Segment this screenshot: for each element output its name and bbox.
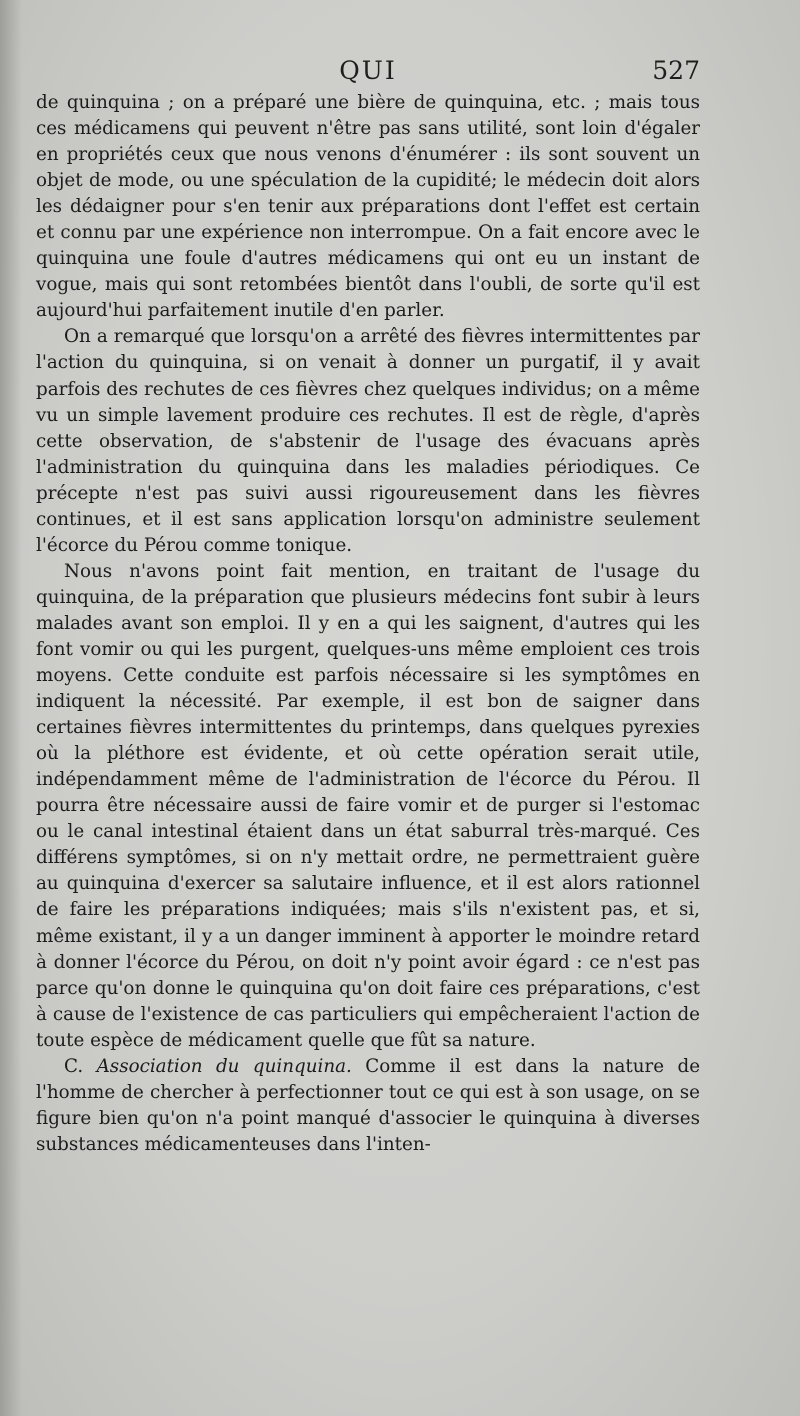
paragraph-1: de quinquina ; on a préparé une bière de quinquina, etc. ; mais tous ces médicamens qui peuvent n'être pas sans utilité, sont loin d'égaler en propriétés ceux que nous venons d'énumérer : ils sont souvent un objet de mode, ou une spéculation de la cupidité; le médecin doit alors les dédaigner pour s'en tenir aux préparations dont l'effet est certain et connu par une expérience non interrompue. On a fait encore avec le quinquina une foule d'autres médicamens qui ont eu un instant de vogue, mais qui sont retombées bientôt dans l'oubli, de sorte qu'il est aujourd'hui parfaitement inutile d'en parler.: [36, 92, 700, 322]
page-number: 527: [652, 56, 700, 85]
running-head-title: QUI: [339, 56, 397, 85]
section-heading: Association du quinquina.: [96, 1055, 352, 1077]
section-paragraph: [36, 1054, 700, 1158]
paragraph-2: On a remarqué que lorsqu'on a arrêté des fièvres intermittentes par l'action du quinquina, si on venait à donner un purgatif, il y avait parfois des rechutes de ces fièvres chez quelques individus; on a même vu un simple lavement produire ces rechutes. Il est de règle, d'après cette observation, de s'abstenir de l'usage des évacuans après l'administration du quinquina dans les maladies périodiques. Ce précepte n'est pas suivi aussi rigoureusement dans les fièvres continues, et il est sans application lorsqu'on administre seulement l'écorce du Pérou comme tonique.: [36, 326, 700, 556]
running-head: [36, 56, 700, 92]
section-text: Comme il est dans la nature de l'homme de chercher à perfectionner tout ce qui est à son usage, on se figure bien qu'on n'a point manqué d'associer le quinquina à diverses substances médicamenteuses dans l'inten-: [36, 1055, 701, 1155]
paragraph-3: Nous n'avons point fait mention, en traitant de l'usage du quinquina, de la préparation que plusieurs médecins font subir à leurs malades avant son emploi. Il y en a qui les saignent, d'autres qui les font vomir ou qui les purgent, quelques-uns même emploient ces trois moyens. Cette conduite est parfois nécessaire si les symptômes en indiquent la nécessité. Par exemple, il est bon de saigner dans certaines fièvres intermittentes du printemps, dans quelques pyrexies où la pléthore est évidente, et où cette opération serait utile, indépendamment même de l'administration de l'écorce du Pérou. Il pourra être nécessaire aussi de faire vomir et de purger si l'estomac ou le canal intestinal étaient dans un état saburral très-marqué. Ces différens symptômes, si on n'y mettait ordre, ne permettraient guère au quinquina d'exercer sa salutaire influence, et il est alors rationnel de faire les préparations indiquées; mais s'ils n'existent pas, et si, même existant, il y a un danger imminent à apporter le moindre retard à donner l'écorce du Pérou, on doit n'y point avoir égard : ce n'est pas parce qu'on donne le quinquina qu'on doit faire ces préparations, c'est à cause de l'existence de cas particuliers qui empêcheraient l'action de toute espèce de médicament quelle que fût sa nature.: [36, 560, 700, 1051]
binding-gutter-shadow: [0, 0, 22, 1416]
body-text: [36, 90, 700, 1158]
section-label: C.: [64, 1055, 84, 1077]
